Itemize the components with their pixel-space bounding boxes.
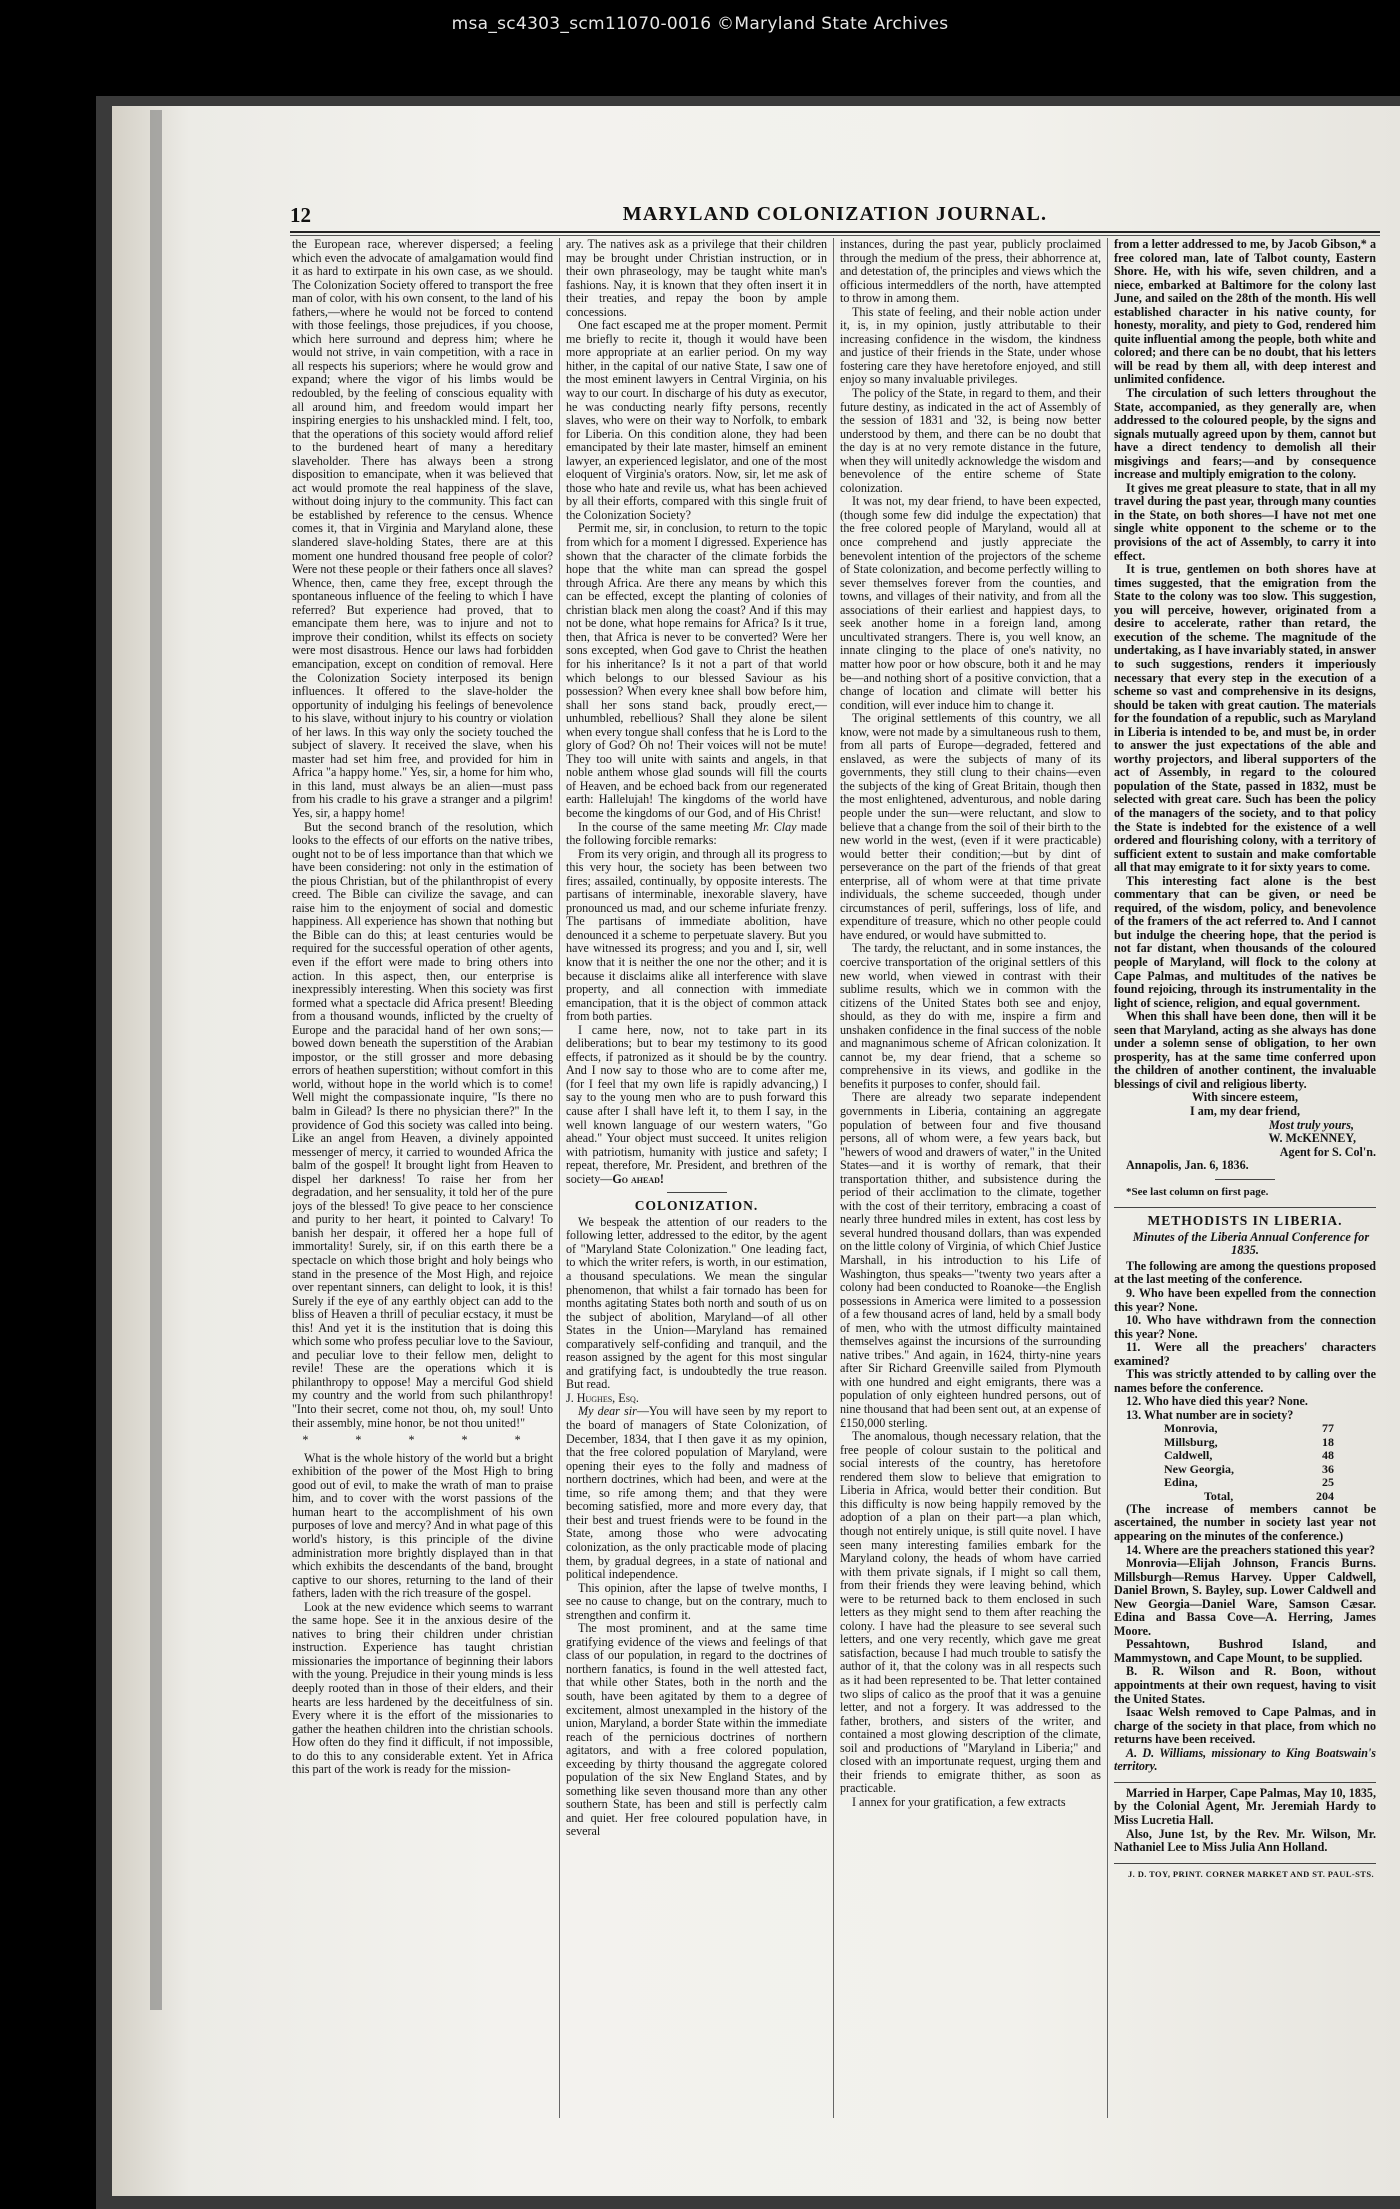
divider bbox=[1215, 1179, 1275, 1180]
paragraph: It is true, gentlemen on both shores have at times suggested, that the emigration from the State to the colony was too slow. This suggestion, you will perceive, however, originated from a desire to accelerate, rather than retard, the execution of the scheme. The magnitude of the undertaking, as I have invariably stated, in answer to such suggestions, renders it imperiously necessary that every step in the execution of a scheme so vast and comprehensive in its designs, should be taken with great caution. The materials for the foundation of a republic, such as Maryland in Liberia is intended to be, and must be, in order to answer the just expectations of the able and worthy projectors, and liberal supporters of the act of Assembly, in regard to the coloured population of the State, passed in 1832, must be selected with great care. Such has been the policy of the managers of the society, and to that policy the State is indebted for the existence of a well ordered and flourishing colony, with a territory of sufficient extent to sustain and make comfortable all that may emigrate to it for sixty years to come. bbox=[1114, 562, 1376, 875]
page-binding-shadow bbox=[150, 110, 162, 2010]
section-subheading: Minutes of the Liberia Annual Conference for 1835. bbox=[1132, 1229, 1370, 1258]
section-break: * * * * * bbox=[302, 1433, 543, 1448]
column-divider bbox=[1107, 238, 1108, 2118]
paragraph: 13. What number are in society? bbox=[1126, 1407, 1294, 1422]
paragraph bbox=[566, 821, 827, 848]
table-cell: Millsburg, bbox=[1164, 1434, 1218, 1449]
letter-closing: I am, my dear friend, bbox=[1190, 1104, 1300, 1118]
header-rule bbox=[290, 231, 1380, 233]
paragraph: This interesting fact alone is the best commentary that can be given, or need be required, of the wisdom, policy, and benevolence of the framers of the act referred to. And I cannot but indulge the cheering hope, that the period is not far distant, when thousands of the coloured people of Maryland, will flock to the colony at Cape Palmas, and multitudes of the natives be found rejoicing, through its instrumentality in the light of science, religion, and equal government. bbox=[1114, 873, 1376, 1010]
paragraph: (The increase of members cannot be ascertained, the number in society last year not appearing on the minutes of the conference.) bbox=[1114, 1501, 1376, 1544]
letter-closing: With sincere esteem, bbox=[1191, 1090, 1298, 1105]
paragraph: Permit me, sir, in conclusion, to return to the topic from which for a moment I digressed. Experience has shown that the character of the climate forbids the hope that the white man can spread the gospel through Africa. Are there any means by which this can be effected, except the planting of colonies of christian black men along the coast? And if this may not be done, what hope remains for Africa? Is it true, then, that Africa is never to be converted? Were her sons excepted, when God gave to Christ the heathen for his inheritance? Is it not a part of that world which belongs to our blessed Saviour as his possession? When every knee shall bow before him, shall her sons stand back, proudly erect,—unhumbled, rebellious? Shall they alone be silent when every tongue shall confess that he is Lord to the glory of God? Oh no! Their voices will not be mute! They too will unite with saints and angels, in that noble anthem whose glad sounds will fill the courts of Heaven, and be echoed back from our regenerated earth: Hallelujah! The kingdoms of the world have become the kingdoms of our God, and of His Christ! bbox=[566, 521, 827, 820]
paragraph: When this shall have been done, then will it be seen that Maryland, acting as she always has done under a solemn sense of obligation, to her own prosperity, has at the same time conferred upon the children of another continent, the invaluable blessings of civil and religious liberty. bbox=[1114, 1009, 1376, 1091]
emphasis: Go ahead! bbox=[612, 1171, 664, 1186]
paragraph: A. D. Williams, missionary to King Boatswain's territory. bbox=[1114, 1745, 1376, 1774]
column-1 bbox=[292, 238, 553, 2203]
paragraph: instances, during the past year, publicly proclaimed through the medium of the press, their abhorrence at, and detestation of, the principles and views which the officious intermeddlers of the north, have attempted to throw in among them. bbox=[840, 238, 1101, 306]
table-row bbox=[1164, 1436, 1334, 1449]
paragraph: Look at the new evidence which seems to warrant the same hope. See it in the anxious desire of the natives to bring their children under christian instruction. Experience has taught christian missionaries the importance of beginning their labors with the young. Prejudice in their young minds is less deeply rooted than in those of their elders, and their hearts are less hardened by the deceitfulness of sin. Every where it is the effort of the missionaries to gather the heathen children into the christian schools. How often do they find it difficult, if not impossible, to do this to any considerable extent. Yet in Africa this part of the work is ready for the mission- bbox=[292, 1599, 553, 1777]
section-heading: METHODISTS IN LIBERIA. bbox=[1147, 1213, 1343, 1229]
paragraph: the European race, wherever dispersed; a feeling which even the advocate of amalgamation would find it as hard to extirpate in his own case, as we should. The Colonization Society offered to transport the free man of color, with his own consent, to the land of his fathers,—where he would not be forced to contend with those feelings, those prejudices, if you choose, which here surround and depress him; where he would not strive, in vain competition, with a race in all respects his superiors; where he would grow and expand; where the vigor of his limbs would be redoubled, by the feeling of conscious equality with all around him, and freedom would impart her inspiring energies to his unshackled mind. I felt, too, that the operations of this society would afford relief to the burdened heart of many a hereditary slaveholder. There has always been a strong disposition to emancipate, when it was believed that act would promote the real happiness of the slave, without doing injury to the community. This fact can be established by reference to the census. Whence comes it, that in Virginia and Maryland alone, these slandered slave-holding States, there are at this moment one hundred thousand free people of color? Were not these people or their fathers once all slaves? Whence, then, came they free, except through the spontaneous influence of the feeling to which I have referred? But experience had proved, that to emancipate them here, was to injure and not to improve their condition, whilst its effects on society were most disastrous. Hence our laws had forbidden emancipation, except on condition of removal. Here the Colonization Society interposed its benign influences. It offered to the slave-holder the opportunity of indulging his feelings of benevolence to his slave, without injury to his country or violation of her laws. In this way only the society touched the subject of slavery. It received the slave, when his master had set him free, and provided for him in Africa "a happy home." Yes, sir, a home for him who, in this land, must always be an alien—must pass from his cradle to his grave a stranger and a pilgrim! Yes, sir, a happy home! bbox=[292, 238, 553, 820]
paragraph: It was not, my dear friend, to have been expected, (though some few did indulge the expectation) that the free colored people of Maryland, would all at once comprehend and justly appreciate the benevolent intention of the projectors of the scheme of State colonization, and become perfectly willing to sever themselves forever from the counties, and towns, and villages of their nativity, and from all the associations of their earliest and happiest days, to seek another home in a foreign land, among uncultivated strangers. There is, you well know, an innate clinging to the place of one's nativity, no matter how poor or how obscure, both it and he may be—and nothing short of a positive conviction, that a change of location and climate will better his condition, will ever induce him to change it. bbox=[840, 494, 1101, 712]
table-cell: Caldwell, bbox=[1164, 1448, 1213, 1463]
dateline: Annapolis, Jan. 6, 1836. bbox=[1126, 1158, 1249, 1173]
header-rule-thin bbox=[290, 235, 1380, 236]
paragraph: B. R. Wilson and R. Boon, without appointments at their own request, having to visit the United States. bbox=[1114, 1664, 1376, 1706]
printer-imprint: J. D. TOY, PRINT. CORNER MARKET AND ST. PAUL-STS. bbox=[1128, 1868, 1374, 1879]
page-number: 12 bbox=[290, 203, 311, 227]
divider bbox=[1114, 1782, 1376, 1783]
table-cell: 77 bbox=[1322, 1421, 1334, 1436]
paragraph: ary. The natives ask as a privilege that their children may be brought under Christian instruction, or in their own phraseology, may be taught white man's fashions. Nay, it is known that they often insert it in their treaties, and repay the boon by ample concessions. bbox=[566, 238, 827, 319]
divider bbox=[667, 1192, 727, 1193]
text-run: —You will have seen by my report to the board of managers of State Colonization, of December, 1834, that I then gave it as my opinion, that the free colored population of Maryland, were opening their eyes to the folly and madness of northern doctrines, which had been, and were at the time, so rife among them; and that they were becoming satisfied, more and more every day, that their best and truest friends were to be found in the State, among those who were advocating colonization, as the only practicable mode of placing them, by gradual degrees, in a state of national and political independence. bbox=[566, 1404, 827, 1582]
section-heading: COLONIZATION. bbox=[634, 1198, 759, 1214]
paragraph: The tardy, the reluctant, and in some instances, the coercive transportation of the original settlers of this new world, when viewed in contrast with their sublime results, which we in common with the citizens of the United States both see and enjoy, should, as they do with me, inspire a firm and unshaken confidence in the final success of the noble and magnanimous scheme of African colonization. It cannot be, my dear friend, that a scheme so comprehensive in its views, and godlike in the benefits it purposes to confer, should fail. bbox=[840, 941, 1101, 1091]
column-divider bbox=[559, 238, 560, 2118]
column-4 bbox=[1114, 238, 1376, 2203]
footnote: *See last column on first page. bbox=[1126, 1185, 1269, 1198]
paragraph: This was strictly attended to by calling over the names before the conference. bbox=[1114, 1367, 1376, 1395]
paragraph: 12. Who have died this year? None. bbox=[1126, 1394, 1308, 1409]
letter-addressee: J. Hughes, Esq. bbox=[566, 1390, 639, 1405]
paragraph: What is the whole history of the world but a bright exhibition of the power of the Most High to bring good out of evil, to make the wrath of man to praise him, and to cover with the worst passions of the human heart to the accomplishment of his own purposes of love and mercy? And in what page of this world's history, is this principle of the divine administration more brightly displayed than in that which exhibits the descendants of the band, brought captive to our shores, returning to the land of their fathers, laden with the rich treasure of the gospel. bbox=[292, 1450, 553, 1601]
paragraph: The circulation of such letters throughout the State, accompanied, as they generally are, when addressed to the coloured people, by the signs and signals mutually agreed upon by them, cannot but have a direct tendency to demolish all their misgivings and fears;—and by consequence increase and multiply emigration to the colony. bbox=[1114, 386, 1376, 482]
signature-name: W. McKENNEY, bbox=[1268, 1131, 1356, 1146]
column-2 bbox=[566, 238, 827, 2203]
divider bbox=[1114, 1207, 1376, 1208]
table-cell: Edina, bbox=[1164, 1475, 1198, 1490]
paragraph: from a letter addressed to me, by Jacob Gibson,* a free colored man, late of Talbot county, Eastern Shore. He, with his wife, seven children, and a niece, embarked at Baltimore for the colony last June, and sailed on the 28th of the month. His well established character in his native county, for honesty, morality, and piety to God, rendered him quite influential among the people, both white and colored; and there can be no doubt, that his letters will be read by them all, with deep interest and unlimited confidence. bbox=[1114, 238, 1376, 387]
paragraph: Pessahtown, Bushrod Island, and Mammystown, and Cape Mount, to be supplied. bbox=[1114, 1637, 1376, 1665]
table-cell: 204 bbox=[1316, 1488, 1334, 1503]
table-cell: New Georgia, bbox=[1164, 1461, 1234, 1476]
paragraph: We bespeak the attention of our readers to the following letter, addressed to the editor, by the agent of "Maryland State Colonization." One leading fact, to which the writer refers, is worth, in our estimation, a thousand speculations. We mean the singular phenomenon, that whilst a fair tornado has been for months agitating States both north and south of us on the subject of abolition, Maryland—of all other States in the Union—Maryland has remained comparatively self-confiding and tranquil, and the reason assigned by the agent for this most singular and gratifying fact, is undoubtedly the true reason. But read. bbox=[566, 1214, 827, 1392]
society-membership-table bbox=[1164, 1422, 1334, 1502]
signature-title: Agent for S. Col'n. bbox=[1279, 1144, 1376, 1159]
paragraph: The policy of the State, in regard to them, and their future destiny, as indicated in the act of Assembly of the session of 1831 and '32, is being now better understood by them, and there can be no doubt that the day is at no very remote distance in the future, when they will unitedly acknowledge the wisdom and benevolence of the entire scheme of State colonization. bbox=[840, 386, 1101, 495]
table-cell: 25 bbox=[1322, 1475, 1334, 1490]
paragraph: From its very origin, and through all its progress to this very hour, the society has been between two fires; assailed, continually, by opposite interests. The partisans of interminable, inexorable slavery, have pronounced us mad, and our scheme infuriate frenzy. The partisans of immediate abolition, have denounced it a scheme to perpetuate slavery. But you have witnessed its progress; and you and I, sir, well know that it is neither the one nor the other; and it is because it disclaims alike all interference with slave property, and all connection with immediate emancipation, that it is the object of common attack from both parties. bbox=[566, 846, 827, 1024]
table-row bbox=[1164, 1463, 1334, 1476]
table-cell: Total, bbox=[1204, 1488, 1234, 1503]
column-divider bbox=[833, 238, 834, 2118]
table-row bbox=[1164, 1476, 1334, 1489]
column-3 bbox=[840, 238, 1101, 2203]
text-run: In the course of the same meeting bbox=[578, 819, 753, 834]
speaker-name: Mr. Clay bbox=[752, 819, 797, 834]
paragraph: But the second branch of the resolution, which looks to the effects of our efforts on the native tribes, ought not to be of less importance than that which we have been considering: not only in the estimation of the pious Christian, but of the philanthropist of every creed. The Bible can civilize the savage, and can raise him to the enjoyment of social and domestic happiness. All experience has shown that nothing but the Bible can do this; at least centuries would be required for the successful operation of other agents, even if the effort were made to bring others into action. In this aspect, then, our enterprise is inexpressibly interesting. When this society was first formed what a spectacle did Africa present! Bleeding from a thousand wounds, inflicted by the cruelty of Europe and the paracidal hand of her own sons;—bowed down beneath the superstition of the Arabian impostor, or the still grosser and more debasing errors of heathen superstition; without comfort in this world, without hope in the world which is to come! Well might the compassionate inquire, "Is there no balm in Gilead? Is there no physician there?" In the providence of God this society was called into being. Like an angel from Heaven, a divinely appointed messenger of mercy, it carried to wounded Africa the balm of the gospel! It brought light from Heaven to dispel her darkness! To raise her from her degradation, and her sensuality, it told her of the pure joys of the blessed! To give peace to her conscience and purity to her heart, it pointed to Calvary! To banish her despair, it offered her a hope full of immortality! Surely, sir, if on this earth there be a spectacle on which those bright and holy beings who stand in the presence of the Most High, and rejoice over repentant sinners, can delight to look, it is this! Surely if the eye of any earthly object can add to the bliss of Heaven a thrill of peculiar ecstacy, it must be this! And yet it is the institution that is doing this which some who profess peculiar love to the Saviour, and peculiar love to their fellow men, delight to revile! These are the operations which it is philanthropy to oppose! May a merciful God shield my country and the world from such philanthropy! "Into their secret, come not thou, oh, my soul! Unto their assembly, mine honor, be not thou united!" bbox=[292, 819, 553, 1430]
table-cell: 18 bbox=[1322, 1434, 1334, 1449]
letter-closing: Most truly yours, bbox=[1268, 1117, 1354, 1132]
salutation: My dear sir bbox=[578, 1404, 637, 1419]
paragraph: This opinion, after the lapse of twelve months, I see no cause to change, but on the contrary, much to strengthen and confirm it. bbox=[566, 1580, 827, 1622]
marriage-notice: Also, June 1st, by the Rev. Mr. Wilson, Mr. Nathaniel Lee to Miss Julia Ann Holland. bbox=[1114, 1826, 1376, 1855]
table-cell: 48 bbox=[1322, 1448, 1334, 1463]
paragraph: 9. Who have been expelled from the connection this year? None. bbox=[1114, 1286, 1376, 1314]
table-row bbox=[1164, 1449, 1334, 1462]
journal-title: MARYLAND COLONIZATION JOURNAL. bbox=[622, 203, 1048, 225]
paragraph bbox=[566, 1024, 827, 1187]
paragraph: 10. Who have withdrawn from the connection this year? None. bbox=[1114, 1313, 1376, 1341]
paragraph: The most prominent, and at the same time gratifying evidence of the views and feelings of that class of our population, in regard to the doctrines of northern fanatics, is found in the well attested fact, that while other States, both in the north and the south, have been agitated by them to a degree of excitement, almost unexampled in the history of the union, Maryland, a border State within the immediate reach of the pernicious doctrines of northern agitators, and with a free colored population, exceeding by thirty thousand the aggregate colored population of the six New England States, and by something like seven thousand more than any other southern State, has been and still is perfectly calm and quiet. Her free coloured population have, in several bbox=[566, 1621, 827, 1839]
paragraph: The original settlements of this country, we all know, were not made by a simultaneous rush to them, from all parts of Europe—degraded, fettered and enslaved, as were the subjects of many of its governments, they still clung to their chains—even the subjects of the king of Great Britain, though then the most enlightened, adventurous, and noble daring people under the sun—were reluctant, and slow to believe that a change from the soil of their birth to the new world in the west, (even if it were practicable) would better their condition;—but by dint of perseverance on the part of the friends of that great enterprise, all of whom were at that time private individuals, the scheme succeeded, though under circumstances of peril, sufferings, loss of life, and expenditure of treasure, which no other people could have endured, or would have submitted to. bbox=[840, 711, 1101, 942]
archive-watermark: msa_sc4303_scm11070-0016 ©Maryland State Archives bbox=[451, 14, 949, 34]
paragraph: The anomalous, though necessary relation, that the free people of colour sustain to the political and social interests of the country, has heretofore rendered them slow to believe that emigration to Liberia in Africa, would better their condition. But this difficulty is now being happily removed by the adoption of a plan on their part—a plan which, though not entirely unique, is still quite novel. I have seen many interesting families embark for the Maryland colony, the heads of whom have carried with them private signals, if I might so call them, from their friends they were leaving behind, which were to be returned back to them enclosed in such letters as they might send to them after reaching the colony. I have had the pleasure to see several such letters, and one very recently, which gave me great satisfaction, because I had much trouble to satisfy the author of it, that the colony was in all respects such as it had been represented to be. That letter contained two slips of calico as the proof that it was a genuine letter, and not a forgery. It was addressed to the father, brothers, and sisters of the writer, and contained a most glowing description of the climate, soil and productions of "Maryland in Liberia;" and closed with an importunate request, urging them and their friends to emigrate thither, as soon as practicable. bbox=[840, 1429, 1101, 1796]
paragraph: It gives me great pleasure to state, that in all my travel during the past year, through many counties in the State, on both shores—I have not met one single white opponent to the scheme or to the provisions of the act of Assembly, to carry it into effect. bbox=[1114, 480, 1376, 563]
divider bbox=[1114, 1863, 1376, 1864]
paragraph: 14. Where are the preachers stationed this year? bbox=[1126, 1542, 1376, 1557]
paragraph: There are already two separate independent governments in Liberia, containing an aggregate population of between four and five thousand persons, all of whom were, a few years back, but "hewers of wood and drawers of water," in the United States—and it is worthy of remark, that their transportation thither, and subsistence during the period of their acclimation to the climate, together with the cost of their territory, embracing a coast of nearly three hundred miles in extent, has cost less by several hundred thousand dollars, than was expended on the little colony of Virginia, of which Chief Justice Marshall, in his introduction to his Life of Washington, thus speaks—"twenty two years after a colony had been conducted to Roanoke—the English possessions in America were limited to a possession of a few thousand acres of land, held by a small body of men, who with the utmost difficulty maintained themselves against the incursions of the surrounding native tribes." And again, in 1624, thirty-nine years after Sir Richard Greenville sailed from Plymouth with one hundred and eight emigrants, there was a population of only eighteen hundred persons, out of nine thousand that had been sent out, at an expense of £150,000 sterling. bbox=[840, 1090, 1101, 1430]
table-total-row bbox=[1164, 1490, 1334, 1503]
table-cell: Monrovia, bbox=[1164, 1421, 1218, 1436]
paragraph: Isaac Welsh removed to Cape Palmas, and in charge of the society in that place, from which no returns have been received. bbox=[1114, 1705, 1376, 1747]
table-cell: 36 bbox=[1322, 1461, 1334, 1476]
paragraph: This state of feeling, and their noble action under it, is, in my opinion, justly attributable to their increasing confidence in the wisdom, the kindness and justice of their friends in the State, under whose fostering care they have heretofore enjoyed, and still enjoy so many invaluable privileges. bbox=[840, 304, 1101, 387]
text-run: I came here, now, not to take part in its deliberations; but to bear my testimony to its good effects, if patronized as it should be by the country. And I now say to those who are to come after me, (for I feel that my own life is rapidly advancing,) I say to the young men who are to push forward this cause after I shall have left it, to them I say, in the well known language of our western waters, "Go ahead." Your object must succeed. It unites religion with patriotism, humanity with justice and safety; I repeat, therefore, Mr. President, and brethren of the society— bbox=[566, 1022, 827, 1186]
text-run: made the following forcible remarks: bbox=[566, 819, 827, 848]
paragraph: The following are among the questions proposed at the last meeting of the conference. bbox=[1114, 1258, 1376, 1287]
paragraph: One fact escaped me at the proper moment. Permit me briefly to recite it, though it would have been more appropriate at an earlier period. On my way hither, in the capital of our native State, I saw one of the most eminent lawyers in Central Virginia, on his way to our court. In discharge of his duty as executor, he was conducting nearly fifty persons, recently slaves, who were on their way to Norfolk, to embark for Liberia. On this condition alone, they had been emancipated by their late master, himself an eminent lawyer, an experienced legislator, and one of the most eloquent of Virginia's orators. Now, sir, let me ask of those who hate and revile us, what has been achieved by all their efforts, compared with this single fruit of the Colonization Society? bbox=[566, 318, 827, 522]
page-header bbox=[290, 203, 1380, 229]
paragraph: 11. Were all the preachers' characters examined? bbox=[1114, 1340, 1376, 1368]
marriage-notice: Married in Harper, Cape Palmas, May 10, 1835, by the Colonial Agent, Mr. Jeremiah Hardy to Miss Lucretia Hall. bbox=[1114, 1785, 1376, 1827]
paragraph: Monrovia—Elijah Johnson, Francis Burns. Millsburgh—Remus Harvey. Upper Caldwell, Daniel Brown, S. Bayley, sup. Lower Caldwell and New Georgia—Daniel Ware, Samson Cæsar. Edina and Bassa Cove—A. Herring, James Moore. bbox=[1114, 1556, 1376, 1638]
table-row bbox=[1164, 1422, 1334, 1435]
paragraph: I annex for your gratification, a few extracts bbox=[852, 1794, 1066, 1809]
paragraph bbox=[566, 1405, 827, 1581]
